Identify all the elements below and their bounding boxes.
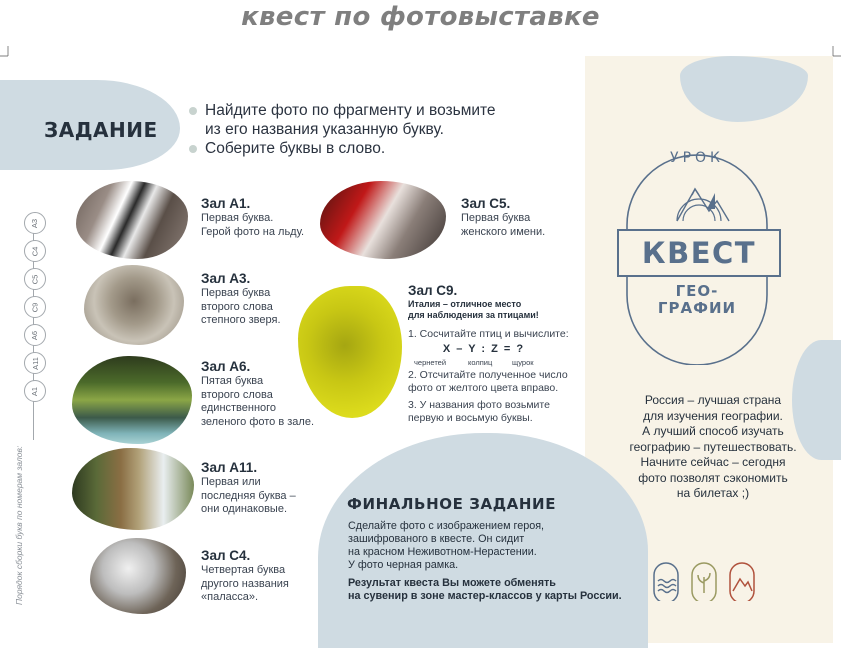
- hall-c4: [201, 547, 289, 605]
- emblem-kvest: КВЕСТ: [617, 229, 781, 277]
- hall-a1: [201, 195, 304, 239]
- hall-order-circle: [24, 324, 46, 346]
- hall-line: другого названия: [201, 577, 289, 590]
- promo-text: [598, 393, 828, 502]
- hall-line: последняя буква –: [201, 489, 296, 502]
- formula-word-x: чернетей: [414, 358, 447, 367]
- hall-order-circle: [24, 240, 46, 262]
- hall-order-label: С4: [30, 246, 40, 256]
- hall-c9: [408, 282, 598, 425]
- hall-order-circle: [24, 380, 46, 402]
- promo-line: Начните сейчас – сегодня: [640, 455, 786, 469]
- hall-line: Первая или: [201, 476, 261, 488]
- emblem-geo: [617, 283, 777, 317]
- hall-title: Зал А1.: [201, 196, 251, 211]
- mountain-badge-icon: [730, 563, 754, 601]
- final-task-result: [348, 577, 633, 603]
- promo-line: географию – путешествовать.: [629, 439, 797, 454]
- photo-hall-a3: [84, 265, 184, 345]
- hall-line: Герой фото на льду.: [201, 225, 305, 238]
- hall-line: они одинаковые.: [201, 503, 288, 515]
- formula-text: X – Y : Z = ?: [442, 343, 524, 355]
- hall-c9-subtitle: для наблюдения за птицами!: [408, 309, 539, 320]
- final-line: зашифрованого в квесте. Он сидит: [348, 533, 525, 545]
- hall-a3: [201, 270, 281, 328]
- hall-line: единственного: [201, 402, 277, 414]
- photo-hall-c4: [90, 538, 186, 614]
- hall-line: Пятая буква: [201, 375, 264, 387]
- promo-line: для изучения географии.: [643, 408, 783, 423]
- final-line: Сделайте фото с изображением героя,: [348, 520, 545, 532]
- emblem-geo-line: ГРАФИИ: [657, 299, 737, 317]
- hall-title: Зал А6.: [201, 359, 251, 374]
- task-bullets: [189, 101, 496, 158]
- hall-c9-step-2: 2. Отсчитайте полученное число: [408, 369, 568, 381]
- hall-c9-subtitle: Италия – отличное место: [408, 299, 522, 309]
- emblem-urok: УРОК: [670, 150, 724, 166]
- final-task-title: ФИНАЛЬНОЕ ЗАДАНИЕ: [347, 495, 557, 513]
- hall-order-circle: [24, 352, 46, 374]
- emblem-geo-line: ГЕО-: [675, 282, 719, 300]
- hall-line: женского имени.: [461, 225, 546, 238]
- bullet-dot: [189, 107, 197, 115]
- plant-icon: [692, 563, 716, 601]
- hall-order-circle: [24, 296, 46, 318]
- water-icon: [654, 563, 678, 601]
- formula-word-y: колпиц: [468, 358, 493, 367]
- bullet-2: [189, 139, 496, 158]
- hall-title: Зал С5.: [461, 196, 511, 211]
- bullet-1: [189, 101, 496, 139]
- hall-a6: [201, 358, 314, 429]
- photo-hall-a11: [72, 448, 194, 530]
- bullet-1-line-1: Найдите фото по фрагменту и возьмите: [205, 102, 496, 119]
- hall-order-label: А11: [30, 356, 40, 370]
- hall-a11: [201, 459, 296, 517]
- hall-title: Зал С9.: [408, 283, 458, 298]
- bullet-2-line-1: Соберите буквы в слово.: [205, 140, 386, 157]
- promo-line: Россия – лучшая страна: [644, 393, 782, 407]
- hall-order-label: А1: [30, 386, 40, 396]
- hall-order-circle: [24, 268, 46, 290]
- order-label: Порядок сборки букв по номерам залов:: [14, 445, 24, 605]
- hall-line: второго слова: [201, 388, 273, 401]
- final-bold-line: Результат квеста Вы можете обменять: [348, 577, 556, 589]
- bullet-dot: [189, 145, 197, 153]
- final-line: на красном Неживотном-Нерастении.: [348, 546, 537, 558]
- hall-c9-step-2: фото от желтого цвета вправо.: [408, 382, 559, 394]
- hall-c9-step-1: 1. Сосчитайте птиц и вычислите:: [408, 328, 569, 340]
- hall-order-label: С5: [30, 274, 40, 284]
- photo-hall-a6: [72, 356, 192, 444]
- formula-word-z: щурок: [512, 358, 534, 367]
- hall-order-label: А6: [30, 330, 40, 340]
- hall-c9-step-3: 3. У названия фото возьмите: [408, 399, 550, 411]
- hall-line: второго слова: [201, 300, 273, 313]
- hall-line: «паласса».: [201, 591, 259, 603]
- final-task-text: [348, 520, 633, 572]
- hall-c9-step-3: первую и восьмую буквы.: [408, 412, 533, 424]
- mountain-icon: [677, 189, 729, 221]
- hall-order-chain: [24, 212, 48, 408]
- hall-order-label: А3: [30, 218, 40, 228]
- photo-hall-c5: [320, 181, 446, 259]
- task-heading: ЗАДАНИЕ: [44, 118, 158, 142]
- final-bold-line: на сувенир в зоне мастер-классов у карты России.: [348, 590, 622, 602]
- hall-c9-formula: [408, 343, 598, 369]
- hall-line: Первая буква: [201, 287, 271, 299]
- hall-title: Зал А11.: [201, 460, 258, 475]
- promo-line: А лучший способ изучать: [642, 424, 784, 438]
- hall-order-circle: [24, 212, 46, 234]
- promo-line: на билетах ;): [676, 486, 750, 500]
- final-line: У фото черная рамка.: [348, 559, 459, 571]
- hall-line: Первая буква.: [201, 212, 274, 224]
- hall-line: степного зверя.: [201, 314, 281, 326]
- hall-line: зеленого фото в зале.: [201, 415, 315, 428]
- hall-line: Первая буква: [461, 212, 531, 224]
- hall-title: Зал С4.: [201, 548, 251, 563]
- hall-order-label: С9: [30, 302, 40, 312]
- photo-hall-a1: [76, 181, 188, 259]
- bottom-icons: [652, 561, 762, 601]
- hall-c5: [461, 195, 545, 239]
- hall-line: Четвертая буква: [201, 564, 286, 576]
- page-title: квест по фотовыставке: [241, 2, 600, 32]
- hall-title: Зал А3.: [201, 271, 251, 286]
- bullet-1-line-2: из его названия указанную букву.: [205, 121, 444, 138]
- promo-line: фото позволят сэкономить: [638, 470, 788, 485]
